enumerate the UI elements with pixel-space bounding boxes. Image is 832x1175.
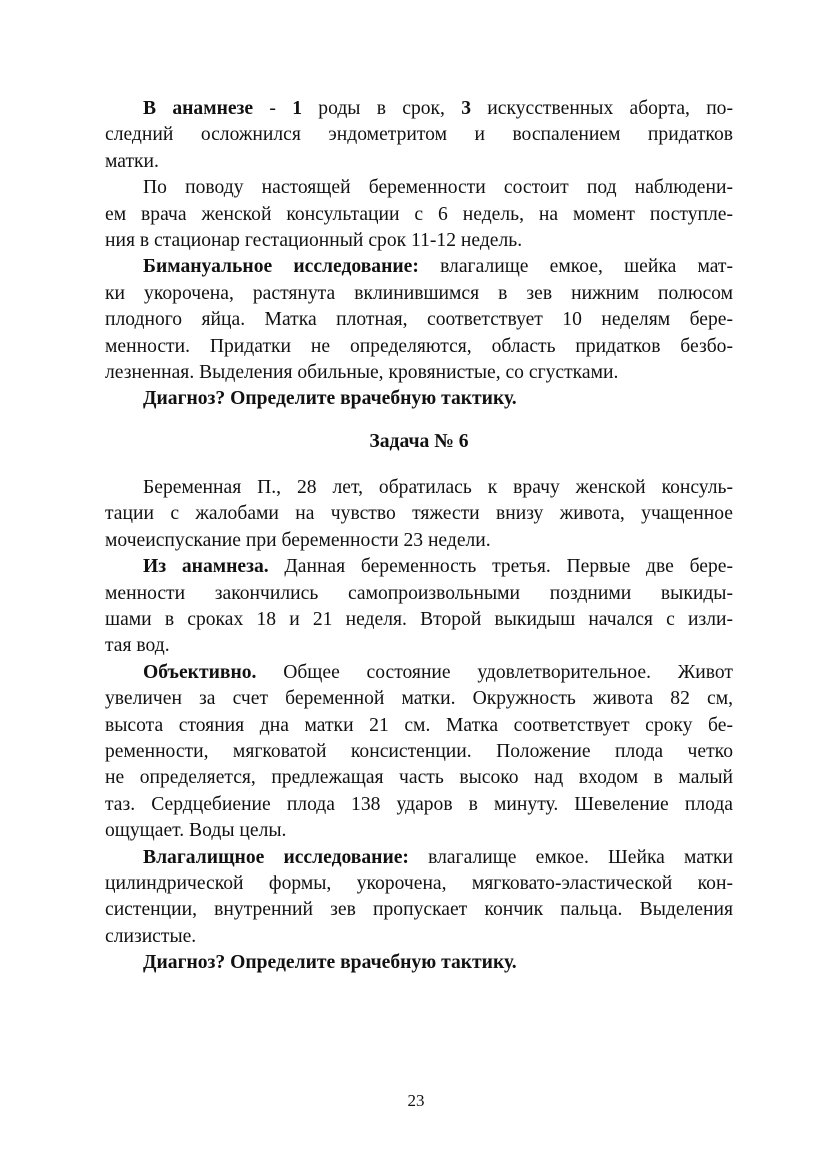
vaginal-exam-lead: Влагалищное исследование: — [143, 846, 409, 868]
text-line: ния в стационар гестационный срок 11-12 недель. — [105, 229, 523, 251]
objective-lead: Объективно. — [143, 661, 257, 683]
paragraph-current-pregnancy — [105, 175, 733, 254]
anamnesis-lead: В анамнезе — [143, 98, 254, 119]
text-line: матки. — [105, 150, 159, 172]
text-line: плодного яйца. Матка плотная, соответствует 10 неделям бере- — [105, 309, 733, 331]
history-lead: Из анамнеза. — [143, 556, 269, 578]
paragraph-objective — [105, 660, 733, 845]
paragraph-history — [105, 554, 733, 660]
text-line: высота стояния дна матки 21 см. Матка соответствует сроку бе- — [105, 714, 733, 736]
text-line: следний осложнился эндометритом и воспалением придатков — [105, 124, 733, 146]
page-number: 23 — [407, 1091, 425, 1110]
text-line: тации с жалобами на чувство тяжести внизу живота, учащенное — [105, 503, 733, 525]
text-line: Бимануальное исследование: влагалище емкое, шейка мат- — [143, 256, 734, 278]
text-line: тая вод. — [105, 635, 170, 657]
text-line: мочеиспускание при беременности 23 недели. — [105, 529, 491, 551]
text-line: цилиндрической формы, укорочена, мягковато-эластической кон- — [105, 872, 733, 894]
text-line: ки укорочена, растянута вклинившимся в зев нижним полюсом — [105, 282, 733, 304]
text-line: По поводу настоящей беременности состоит под наблюдени- — [143, 177, 733, 199]
question-diagnosis: Диагноз? Определите врачебную тактику. — [143, 952, 517, 974]
text-line: Влагалищное исследование: влагалище емкое. Шейка матки — [143, 846, 733, 868]
text-line: В анамнезе - 1 роды в срок, 3 искусственных аборта, по- — [143, 98, 733, 119]
text-line: систенции, внутренний зев пропускает кончик пальца. Выделения — [105, 899, 733, 921]
task-title: Задача № 6 — [369, 430, 469, 452]
paragraph-vaginal-exam — [105, 845, 733, 951]
text-line: шами в сроках 18 и 21 неделя. Второй выкидыш начался с изли- — [105, 609, 733, 631]
text-line: таз. Сердцебиение плода 138 ударов в минуту. Шевеление плода — [105, 793, 733, 815]
question-diagnosis: Диагноз? Определите врачебную тактику. — [143, 388, 517, 410]
text-line: ощущает. Воды целы. — [105, 820, 287, 842]
page-content — [105, 96, 733, 977]
text-line: не определяется, предлежащая часть высоко над входом в малый — [105, 767, 733, 789]
text-line: ем врача женской консультации с 6 недель, на момент поступле- — [105, 203, 733, 225]
text-line: менности закончились самопроизвольными поздними выкиды- — [105, 582, 733, 604]
text-line: лезненная. Выделения обильные, кровянистые, со сгустками. — [105, 361, 619, 383]
text-line: ременности, мягковатой консистенции. Положение плода четко — [105, 740, 733, 762]
paragraph-patient — [105, 475, 733, 554]
bimanual-lead: Бимануальное исследование: — [143, 256, 419, 278]
text-line: слизистые. — [105, 925, 197, 947]
text-line: Из анамнеза. Данная беременность третья. Первые две бере- — [143, 556, 733, 578]
text-line: Объективно. Общее состояние удовлетворительное. Живот — [143, 661, 733, 683]
paragraph-anamnesis — [105, 96, 733, 175]
paragraph-bimanual-exam — [105, 254, 733, 386]
text-line: Беременная П., 28 лет, обратилась к врачу женской консуль- — [143, 477, 733, 499]
text-line: увеличен за счет беременной матки. Окружность живота 82 см, — [105, 688, 733, 710]
text-line: менности. Придатки не определяются, область придатков безбо- — [105, 335, 733, 357]
